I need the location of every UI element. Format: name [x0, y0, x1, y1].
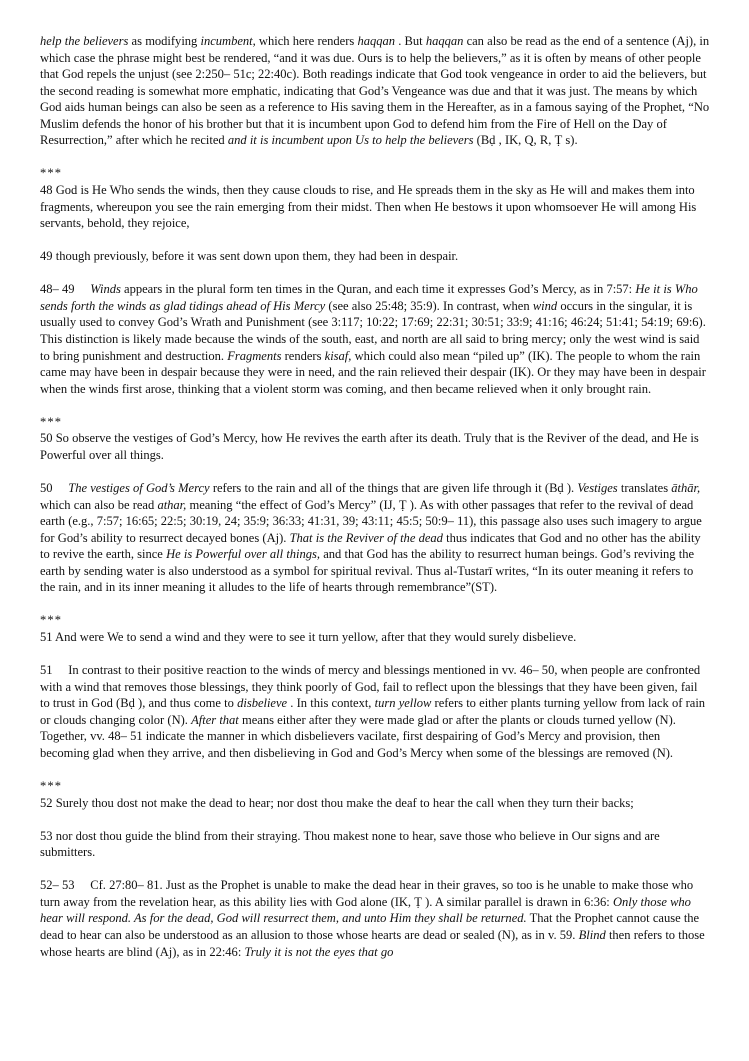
commentary-paragraph: 52– 53 Cf. 27:80– 81. Just as the Prophet is unable to make the dead hear in their graves, so too is he unable to make those who turn away from the revelation hear, as this ability lies with God alone (IK, Ṭ ). A similar parallel is drawn in 6:36: Only those who hear will respond. As for the dead, God will resurrect them, and unto Him they shall be returned. That the Prophet cannot cause the dead to hear can also be understood as an allusion to those whose hearts are dead or sealed (N), as in v. 59. Blind then refers to those whose hearts are blind (Aj), as in 22:46: Truly it is not the eyes that go	[40, 878, 705, 959]
verse-paragraph: 50 So observe the vestiges of God’s Mercy, how He revives the earth after its death. Truly that is the Reviver of the dead, and He is Powerful over all things.	[40, 431, 699, 462]
verse-paragraph: 52 Surely thou dost not make the dead to hear; nor dost thou make the deaf to hear the call when they turn their backs;	[40, 795, 634, 810]
verse-paragraph: 48 God is He Who sends the winds, then they cause clouds to rise, and He spreads them in the sky as He will and makes them into fragments, whereupon you see the rain emerging from their midst. Then when He bestows it upon whomsoever He will among His servants, behold, they rejoice,	[40, 182, 697, 231]
page-content	[40, 33, 710, 960]
section-separator: ***	[40, 166, 63, 181]
section-separator: ***	[40, 414, 63, 429]
commentary-paragraph: 48– 49 Winds appears in the plural form ten times in the Quran, and each time it expresses God’s Mercy, as in 7:57: He it is Who sends forth the winds as glad tidings ahead of His Mercy (see also 25:48; 35:9). In contrast, when wind occurs in the singular, it is usually used to convey God’s Wrath and Punishment (see 3:117; 10:22; 17:69; 22:31; 30:51; 33:9; 41:16; 46:24; 51:41; 54:19; 69:6). This distinction is likely made because the winds of the south, east, and north are all said to bring mercy; only the west wind is said to bring punishment and destruction. Fragments renders kisaf, which could also mean “piled up” (IK). The people to whom the rain came may have been in despair because they were in need, and the rain relieved their despair (IK). Or they may have been in despair when the winds first arose, thinking that a violent storm was coming, and then became relieved when it only brought rain.	[40, 282, 706, 396]
section-separator: ***	[40, 613, 63, 628]
verse-paragraph: 49 though previously, before it was sent down upon them, they had been in despair.	[40, 249, 459, 264]
verse-paragraph: 51 And were We to send a wind and they were to see it turn yellow, after that they would surely disbelieve.	[40, 629, 577, 644]
commentary-paragraph: 51 In contrast to their positive reaction to the winds of mercy and blessings mentioned in vv. 46– 50, when people are confronted with a wind that removes those blessings, they think poorly of God, fail to reflect upon the blessings that they have been given, fail to trust in God (Bḍ ), and thus come to disbelieve . In this context, turn yellow refers to either plants turning yellow from lack of rain or clouds changing color (N). After that means either after they were made glad or after the plants or clouds turned yellow (N). Together, vv. 48– 51 indicate the manner in which disbelievers vacilate, first despairing of God’s Mercy and provision, then becoming glad when they arrive, and then disbelieving in God and God’s Mercy when some of the blessings are removed (N).	[40, 663, 706, 760]
section-separator: ***	[40, 778, 63, 793]
commentary-paragraph: help the believers as modifying incumbent, which here renders haqqan . But haqqan can also be read as the end of a sentence (Aj), in which case the phrase might best be rendered, “and it was due. Ours is to help the believers,” as it is often by means of other people that God repels the unjust (see 2:250– 51c; 22:40c). Both readings indicate that God took vengeance in order to aid the believers, but the second reading is somewhat more emphatic, indicating that God’s Vengeance was due and that it was just. The means by which God aids human beings can also be seen as a reference to His saving them in the Hereafter, as in a famous saying of the Prophet, “No Muslim defends the honor of his brother but that it is incumbent upon God to defend him from the Fire of Hell on the Day of Resurrection,” after which he recited and it is incumbent upon Us to help the believers (Bḍ , IK, Q, R, Ṭ s).	[40, 34, 710, 148]
commentary-paragraph: 50 The vestiges of God’s Mercy refers to the rain and all of the things that are given life through it (Bḍ ). Vestiges translates āthār, which can also be read athar, meaning “the effect of God’s Mercy” (IJ, Ṭ ). As with other passages that refer to the revival of dead earth (e.g., 7:57; 16:65; 22:5; 30:19, 24; 35:9; 36:33; 41:31, 39; 43:11; 45:5; 50:9– 11), this passage also uses such imagery to argue for God’s ability to resurrect decayed bones (Aj). That is the Reviver of the dead thus indicates that God and no other has the ability to revive the earth, since He is Powerful over all things, and that God has the ability to resurrect human beings. God’s reviving the earth by sending water is also understood as a symbol for spiritual revival. Thus al-Tustarī writes, “In its outer meaning it refers to the rain, and in its inner meaning it alludes to the life of hearts through remembrance”(ST).	[40, 481, 702, 595]
verse-paragraph: 53 nor dost thou guide the blind from their straying. Thou makest none to hear, save those who believe in Our signs and are submitters.	[40, 828, 660, 860]
